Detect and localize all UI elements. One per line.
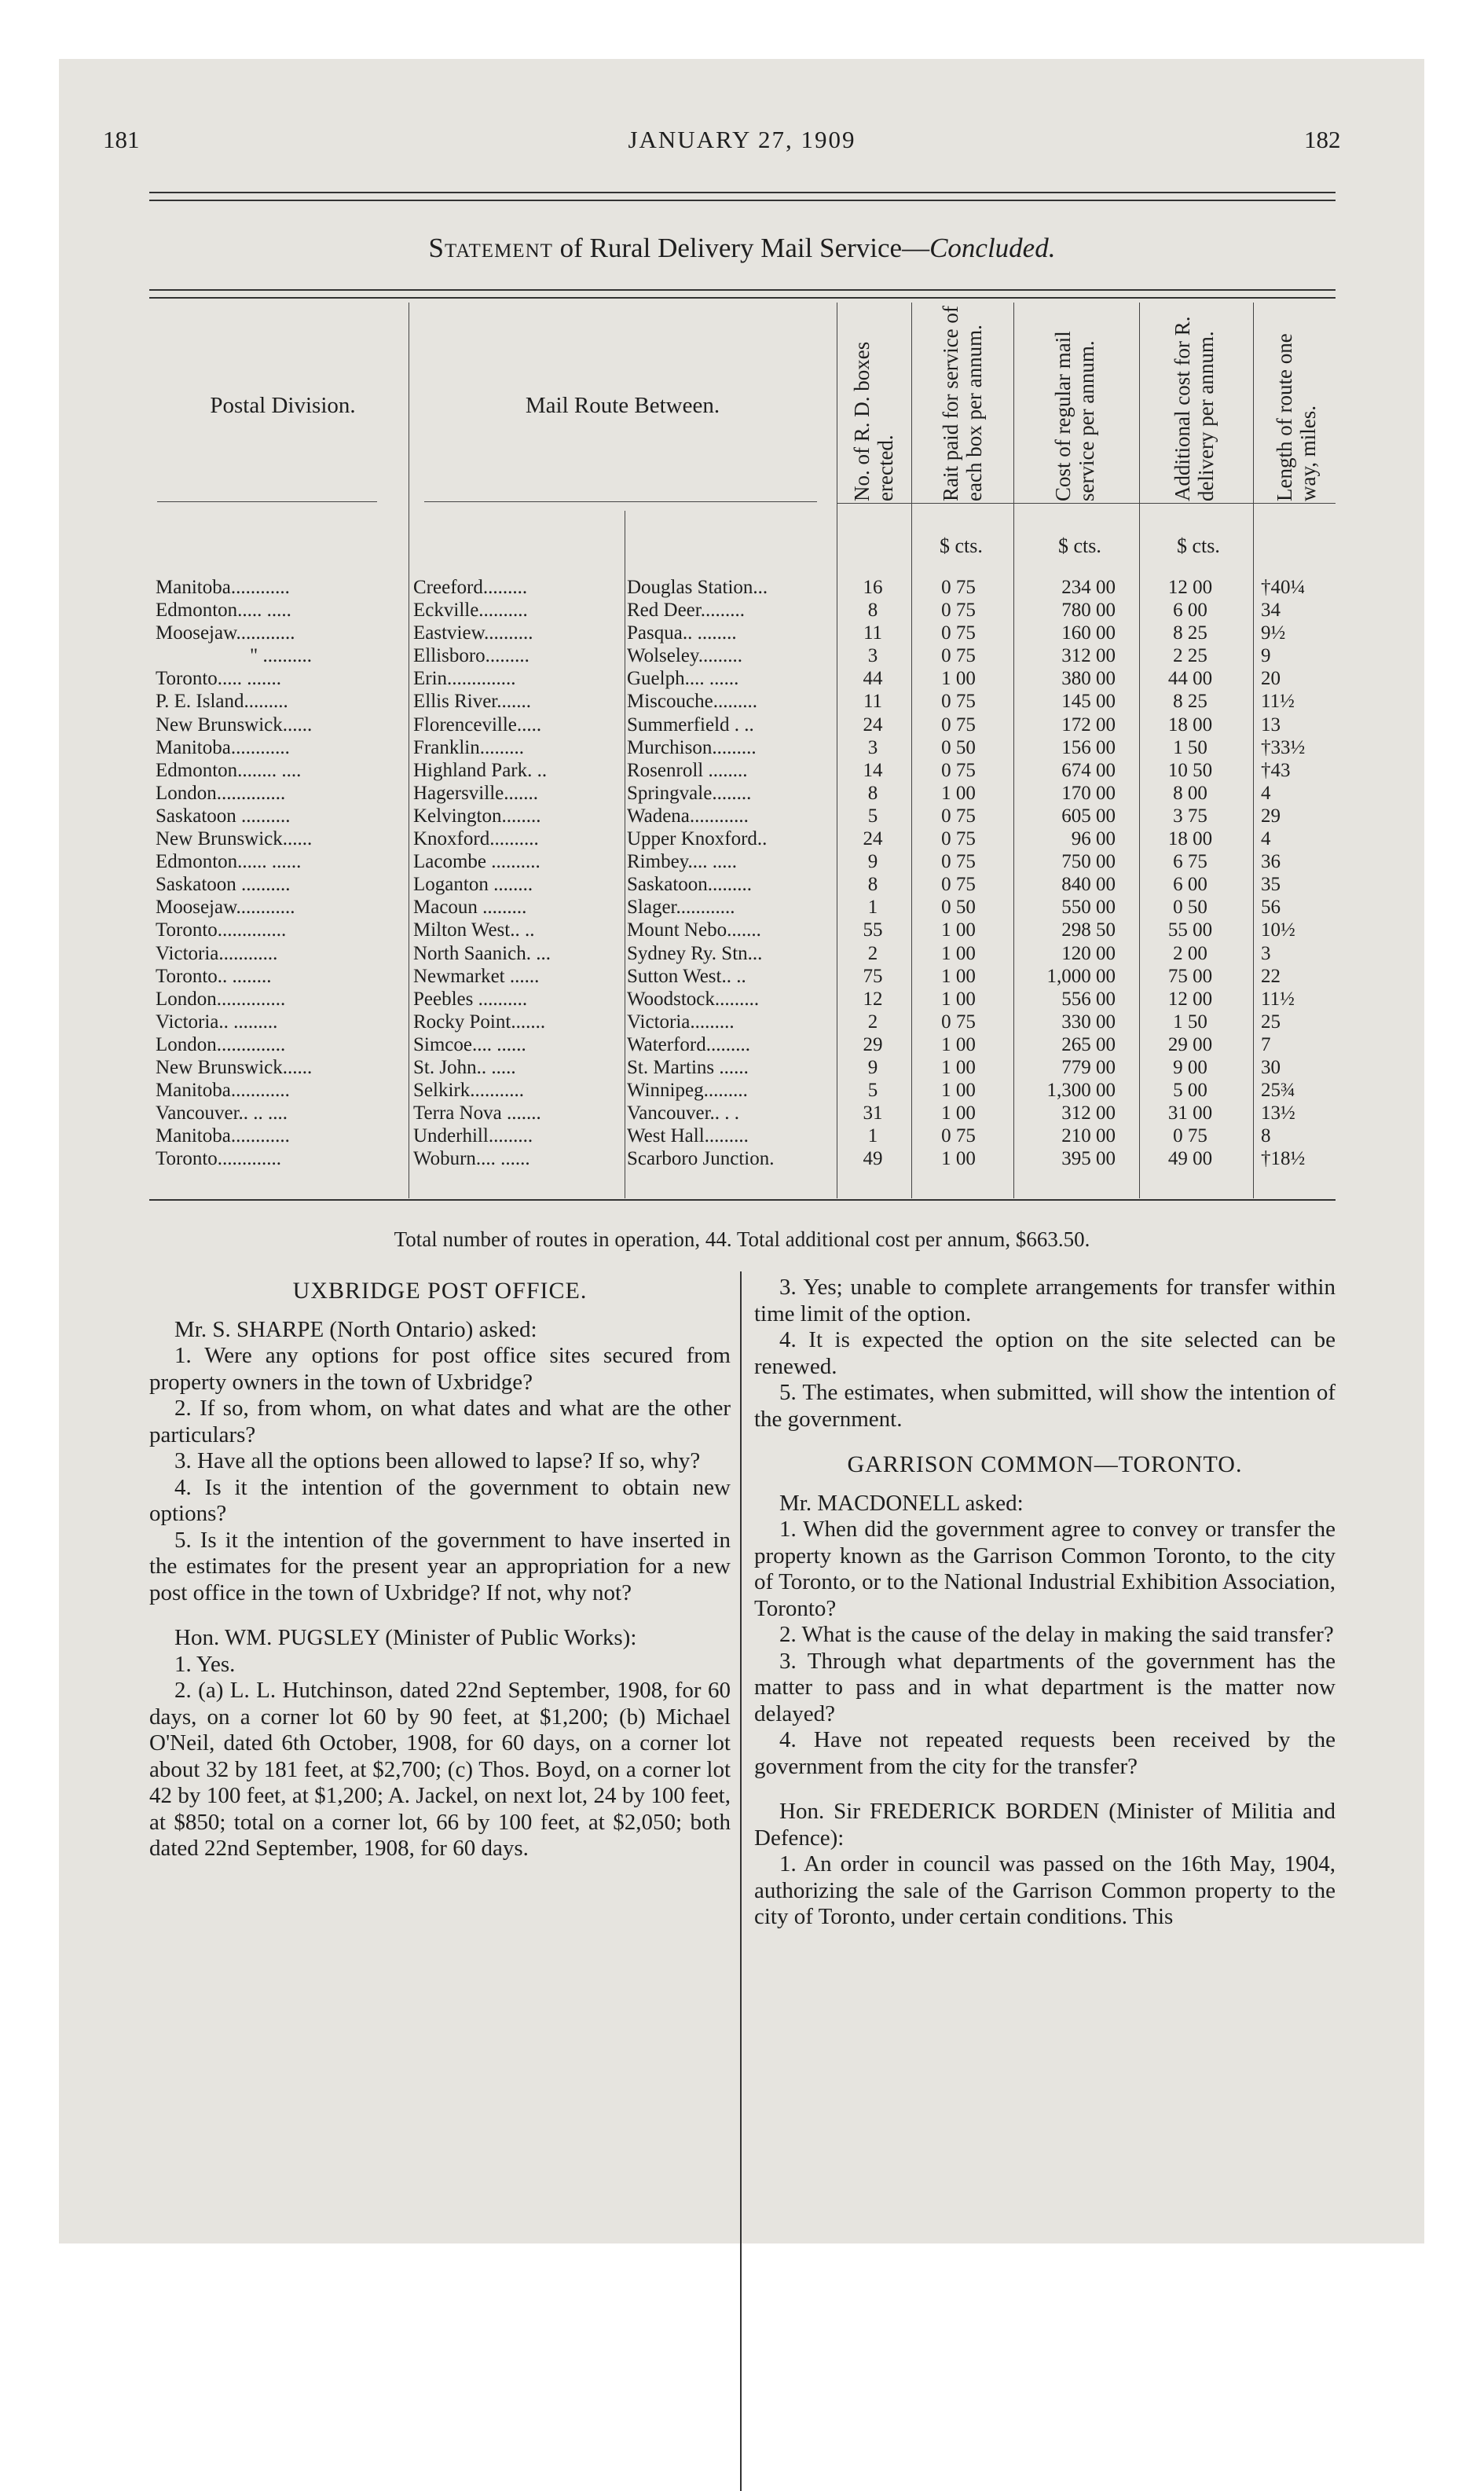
cell-boxes: 1	[867, 1125, 878, 1147]
table-row	[0, 622, 1484, 644]
header-additional-wrap	[1163, 297, 1226, 501]
cell-rate: 1 00	[941, 942, 976, 964]
cell-rate: 0 75	[941, 645, 976, 667]
cell-rate: 0 75	[941, 714, 976, 736]
cell-to: Guelph.... ......	[627, 668, 739, 690]
table-row	[0, 850, 1484, 873]
cell-additional: 12 00	[1167, 988, 1213, 1010]
cell-boxes: 9	[867, 1056, 878, 1078]
uxbridge-asker: Mr. S. SHARPE (North Ontario) asked:	[174, 1316, 537, 1342]
cell-division: London..............	[156, 782, 286, 804]
cell-length: 3	[1261, 942, 1271, 964]
cell-to: Sydney Ry. Stn...	[627, 942, 763, 964]
cell-from: Newmarket ......	[413, 965, 540, 987]
cell-to: St. Martins ......	[627, 1056, 749, 1078]
cell-length: 8	[1261, 1125, 1271, 1147]
cell-cost: 674 00	[1061, 759, 1116, 781]
cell-rate: 0 75	[941, 1011, 976, 1033]
spacer	[754, 1780, 1336, 1794]
cell-additional: 0 75	[1173, 1125, 1207, 1147]
left-column	[149, 1270, 731, 1862]
cell-rate: 1 00	[941, 1102, 976, 1124]
cell-from: Rocky Point.......	[413, 1011, 546, 1033]
table-row	[0, 988, 1484, 1011]
cell-boxes: 11	[863, 622, 883, 644]
cell-from: Underhill.........	[413, 1125, 533, 1147]
cell-boxes: 1	[867, 897, 878, 919]
header-length-wrap	[1265, 297, 1328, 501]
garrison-heading: GARRISON COMMON—TORONTO.	[847, 1451, 1243, 1477]
cell-cost: 120 00	[1061, 942, 1116, 964]
cell-division: Victoria.. .........	[156, 1011, 278, 1033]
page-number-right: 182	[1304, 126, 1341, 153]
cell-to: Waterford.........	[627, 1033, 750, 1055]
cell-boxes: 75	[863, 965, 883, 987]
header-cost: Cost of regular mail service per annum.	[1051, 331, 1098, 501]
cell-cost: 298 50	[1061, 919, 1116, 941]
cell-to: Upper Knoxford..	[627, 828, 768, 850]
cell-length: 9	[1261, 645, 1271, 667]
cell-from: Macoun .........	[413, 897, 527, 919]
cell-boxes: 8	[867, 600, 878, 622]
cell-length: 56	[1261, 897, 1281, 919]
cell-length: 20	[1261, 668, 1281, 690]
cell-division: Toronto..............	[156, 919, 287, 941]
cell-length: 11½	[1261, 691, 1295, 713]
cell-from: North Saanich. ...	[413, 942, 551, 964]
header-rule-division	[157, 501, 377, 502]
cell-boxes: 16	[863, 577, 883, 598]
cell-boxes: 2	[867, 942, 878, 964]
table-row	[0, 782, 1484, 805]
page-date: JANUARY 27, 1909	[628, 126, 856, 153]
cell-boxes: 2	[867, 1011, 878, 1033]
table-row	[0, 1079, 1484, 1102]
cell-division: London..............	[156, 988, 286, 1010]
cell-boxes: 8	[867, 782, 878, 804]
table-row	[0, 1147, 1484, 1170]
cell-boxes: 55	[863, 919, 883, 941]
table-row	[0, 736, 1484, 759]
cell-additional: 5 00	[1173, 1080, 1207, 1102]
cell-from: Loganton ........	[413, 874, 533, 896]
cell-division: New Brunswick......	[156, 714, 313, 736]
cell-additional: 75 00	[1167, 965, 1213, 987]
header-additional: Additional cost for R. delivery per annum.	[1171, 316, 1218, 501]
header-rule-route	[424, 501, 817, 502]
cell-to: Winnipeg.........	[627, 1080, 748, 1102]
cell-boxes: 9	[867, 851, 878, 873]
cell-length: 36	[1261, 851, 1281, 873]
cell-to: Pasqua.. ........	[627, 622, 737, 644]
garrison-question-1: 1. When did the government agree to convey or transfer the property known as the Garrison Common Toronto, to the city of Toronto, or to the National Industrial Exhibition Association, Toronto?	[754, 1517, 1336, 1621]
cell-length: 11½	[1261, 988, 1295, 1010]
cell-division: Vancouver.. .. ....	[156, 1102, 288, 1124]
cell-rate: 1 00	[941, 919, 976, 941]
uxbridge-heading: UXBRIDGE POST OFFICE.	[292, 1278, 588, 1304]
cell-cost: 1,300 00	[1046, 1080, 1116, 1102]
cell-additional: 44 00	[1167, 668, 1213, 690]
table-row	[0, 1033, 1484, 1056]
cell-boxes: 12	[863, 988, 883, 1010]
cell-division: Toronto.. ........	[156, 965, 272, 987]
cell-additional: 1 50	[1173, 736, 1207, 758]
cell-length: 25¾	[1261, 1080, 1295, 1102]
header-rate-wrap	[931, 297, 994, 501]
cell-division: Saskatoon ..........	[156, 805, 291, 827]
cell-length: 10½	[1261, 919, 1295, 941]
table-total-line: Total number of routes in operation, 44. Total additional cost per annum, $663.50.	[394, 1227, 1090, 1251]
cell-cost: 210 00	[1061, 1125, 1116, 1147]
cell-from: Simcoe.... ......	[413, 1033, 526, 1055]
cell-length: 13	[1261, 714, 1281, 736]
table-row	[0, 1102, 1484, 1124]
cell-additional: 10 50	[1167, 759, 1213, 781]
cell-boxes: 29	[863, 1033, 883, 1055]
cell-length: 4	[1261, 828, 1271, 850]
cell-rate: 0 75	[941, 600, 976, 622]
uxbridge-question-1: 1. Were any options for post office sites secured from property owners in the town of Uxbridge?	[149, 1343, 731, 1395]
cell-division: Edmonton........ ....	[156, 759, 302, 781]
garrison-question-4: 4. Have not repeated requests been received by the government from the city for the transfer?	[754, 1727, 1336, 1779]
cell-to: Saskatoon.........	[627, 874, 753, 896]
cell-division: Edmonton...... ......	[156, 851, 302, 873]
cell-division: Manitoba............	[156, 1125, 290, 1147]
cell-to: Sutton West.. ..	[627, 965, 746, 987]
cell-additional: 29 00	[1167, 1033, 1213, 1055]
cell-to: Scarboro Junction.	[627, 1148, 775, 1170]
cell-cost: 312 00	[1061, 645, 1116, 667]
title-suffix: Concluded.	[929, 233, 1056, 263]
cell-rate: 1 00	[941, 1033, 976, 1055]
cell-from: Ellis River.......	[413, 691, 531, 713]
cell-from: Erin..............	[413, 668, 516, 690]
cell-cost: 550 00	[1061, 897, 1116, 919]
uxbridge-answer-4: 4. It is expected the option on the site selected can be renewed.	[754, 1327, 1336, 1379]
spacer	[149, 1606, 731, 1620]
cell-boxes: 3	[867, 645, 878, 667]
table-row	[0, 942, 1484, 965]
cell-from: Woburn.... ......	[413, 1148, 530, 1170]
cell-additional: 18 00	[1167, 828, 1213, 850]
cell-division: London..............	[156, 1033, 286, 1055]
header-rule-numeric	[837, 503, 1336, 504]
table-row	[0, 896, 1484, 919]
cell-to: Victoria.........	[627, 1011, 735, 1033]
cell-boxes: 5	[867, 1080, 878, 1102]
cell-division: New Brunswick......	[156, 828, 313, 850]
cell-to: Springvale........	[627, 782, 752, 804]
cell-length: †43	[1261, 759, 1291, 781]
cell-to: Wadena............	[627, 805, 749, 827]
cell-cost: 750 00	[1061, 851, 1116, 873]
cell-division: Moosejaw............	[156, 622, 295, 644]
cell-cost: 1,000 00	[1046, 965, 1116, 987]
cell-to: Summerfield . ..	[627, 714, 754, 736]
cell-additional: 6 75	[1173, 851, 1207, 873]
cell-rate: 0 75	[941, 622, 976, 644]
cell-rate: 0 50	[941, 897, 976, 919]
cell-to: West Hall.........	[627, 1125, 749, 1147]
cell-cost: 395 00	[1061, 1148, 1116, 1170]
cell-additional: 12 00	[1167, 577, 1213, 598]
table-row	[0, 759, 1484, 782]
cell-to: Wolseley.........	[627, 645, 743, 667]
header-boxes-wrap	[842, 297, 905, 501]
uxbridge-answer-2: 2. (a) L. L. Hutchinson, dated 22nd September, 1908, for 60 days, on a corner lot 60 by 90 feet, at $1,200; (b) Michael O'Neil, dated 6th October, 1908, for 60 days, on a corner lot about 32 by 181 feet, at $2,700; (c) Thos. Boyd, on a corner lot 42 by 100 feet, at $1,200; A. Jackel, on next lot, 24 by 100 feet, at $850; total on a corner lot, 66 by 100 feet, at $2,050; both dated 22nd September, 1908, for 60 days.	[149, 1678, 731, 1861]
cell-length: 34	[1261, 600, 1281, 622]
cell-boxes: 31	[863, 1102, 883, 1124]
garrison-question-2: 2. What is the cause of the delay in making the said transfer?	[779, 1622, 1334, 1647]
right-column	[754, 1275, 1336, 1931]
header-mail-route: Mail Route Between.	[525, 393, 720, 418]
garrison-answer-1: 1. An order in council was passed on the 16th May, 1904, authorizing the sale of the Garrison Common property to the city of Toronto, under certain conditions. This	[754, 1851, 1336, 1929]
cell-rate: 1 00	[941, 1056, 976, 1078]
cell-from: Franklin.........	[413, 736, 524, 758]
cell-from: Peebles ..........	[413, 988, 528, 1010]
cell-cost: 145 00	[1061, 691, 1116, 713]
cell-boxes: 24	[863, 828, 883, 850]
header-rule-top	[149, 192, 1336, 193]
cell-from: Hagersville.......	[413, 782, 538, 804]
cell-division: Toronto.............	[156, 1148, 282, 1170]
cell-cost: 780 00	[1061, 600, 1116, 622]
cell-additional: 3 75	[1173, 805, 1207, 827]
table-row	[0, 714, 1484, 736]
cell-additional: 6 00	[1173, 874, 1207, 896]
cell-division: Saskatoon ..........	[156, 874, 291, 896]
cell-to: Rosenroll ........	[627, 759, 748, 781]
cell-to: Red Deer.........	[627, 600, 745, 622]
table-row	[0, 576, 1484, 599]
cell-additional: 2 00	[1173, 942, 1207, 964]
cell-additional: 9 00	[1173, 1056, 1207, 1078]
cell-additional: 1 50	[1173, 1011, 1207, 1033]
cell-additional: 2 25	[1173, 645, 1207, 667]
cell-cost: 234 00	[1061, 577, 1116, 598]
cell-cost: 556 00	[1061, 988, 1116, 1010]
cell-from: Terra Nova .......	[413, 1102, 541, 1124]
table-row	[0, 1011, 1484, 1033]
table-row	[0, 805, 1484, 827]
cell-additional: 49 00	[1167, 1148, 1213, 1170]
cell-additional: 31 00	[1167, 1102, 1213, 1124]
cell-length: †18½	[1261, 1148, 1306, 1170]
column-separator	[740, 1271, 742, 2491]
header-length: Length of route one way, miles.	[1273, 333, 1320, 501]
table-rule-top2	[149, 297, 1336, 299]
cell-cost: 312 00	[1061, 1102, 1116, 1124]
cell-division: Manitoba............	[156, 1080, 290, 1102]
cell-rate: 1 00	[941, 782, 976, 804]
cell-division: New Brunswick......	[156, 1056, 313, 1078]
cell-from: Creeford.........	[413, 577, 528, 598]
cell-rate: 1 00	[941, 1148, 976, 1170]
cell-division: Edmonton..... .....	[156, 600, 291, 622]
table-row	[0, 690, 1484, 713]
cell-boxes: 3	[867, 736, 878, 758]
header-rate: Rait paid for service of each box per annum.	[939, 306, 986, 501]
cell-length: †40¼	[1261, 577, 1306, 598]
cell-to: Vancouver.. . .	[627, 1102, 740, 1124]
cell-from: Lacombe ..........	[413, 851, 540, 873]
cell-from: Knoxford..........	[413, 828, 539, 850]
cell-from: Milton West.. ..	[413, 919, 535, 941]
cell-length: 30	[1261, 1056, 1281, 1078]
cell-division: " ..........	[250, 645, 312, 667]
table-rule-top	[149, 289, 1336, 291]
cell-boxes: 49	[863, 1148, 883, 1170]
cell-from: Eckville..........	[413, 600, 528, 622]
table-row	[0, 644, 1484, 667]
cell-additional: 6 00	[1173, 600, 1207, 622]
table-row	[0, 873, 1484, 896]
cell-boxes: 5	[867, 805, 878, 827]
cell-additional: 8 25	[1173, 691, 1207, 713]
cell-rate: 0 75	[941, 851, 976, 873]
uxbridge-question-5: 5. Is it the intention of the government to have inserted in the estimates for the present year an appropriation for a new post office in the town of Uxbridge? If not, why not?	[149, 1527, 731, 1605]
garrison-asker: Mr. MACDONELL asked:	[779, 1490, 1024, 1516]
cell-boxes: 14	[863, 759, 883, 781]
cell-to: Rimbey.... .....	[627, 851, 738, 873]
cell-rate: 0 75	[941, 874, 976, 896]
cell-cost: 170 00	[1061, 782, 1116, 804]
cell-to: Slager............	[627, 897, 735, 919]
cell-boxes: 24	[863, 714, 883, 736]
cell-cost: 330 00	[1061, 1011, 1116, 1033]
cell-division: P. E. Island.........	[156, 691, 288, 713]
cell-to: Miscouche.........	[627, 691, 757, 713]
cell-boxes: 44	[863, 668, 883, 690]
cell-length: 4	[1261, 782, 1271, 804]
table-rule-bottom	[149, 1199, 1336, 1201]
garrison-responder: Hon. Sir FREDERICK BORDEN (Minister of Militia and Defence):	[754, 1799, 1336, 1851]
cell-cost: 156 00	[1061, 736, 1116, 758]
cell-division: Victoria............	[156, 942, 278, 964]
cell-rate: 0 75	[941, 805, 976, 827]
header-rule-bottom	[149, 200, 1336, 201]
uxbridge-answer-5: 5. The estimates, when submitted, will show the intention of the government.	[754, 1380, 1336, 1432]
header-boxes: No. of R. D. boxes erected.	[850, 341, 897, 501]
uxbridge-question-4: 4. Is it the intention of the government to obtain new options?	[149, 1474, 731, 1526]
title-prefix: Statement	[428, 233, 553, 263]
cell-rate: 0 75	[941, 691, 976, 713]
cell-rate: 0 75	[941, 1125, 976, 1147]
cell-rate: 1 00	[941, 668, 976, 690]
table-row	[0, 667, 1484, 690]
cell-division: Moosejaw............	[156, 897, 295, 919]
cell-from: Eastview..........	[413, 622, 533, 644]
cell-to: Douglas Station...	[627, 577, 768, 598]
cell-cost: 160 00	[1061, 622, 1116, 644]
cell-from: Highland Park. ..	[413, 759, 548, 781]
cell-length: †33½	[1261, 736, 1306, 758]
table-row	[0, 827, 1484, 850]
garrison-question-3: 3. Through what departments of the government has the matter to pass and in what department is the matter now delayed?	[754, 1648, 1336, 1726]
table-row	[0, 1056, 1484, 1079]
cell-cost: 265 00	[1061, 1033, 1116, 1055]
cell-to: Woodstock.........	[627, 988, 760, 1010]
cell-length: 22	[1261, 965, 1281, 987]
cell-boxes: 8	[867, 874, 878, 896]
cell-length: 29	[1261, 805, 1281, 827]
cell-rate: 1 00	[941, 988, 976, 1010]
title-main: of Rural Delivery Mail Service—	[552, 233, 930, 263]
cell-length: 25	[1261, 1011, 1281, 1033]
cell-length: 35	[1261, 874, 1281, 896]
currency-label-rate: $ cts.	[940, 534, 983, 557]
cell-from: Ellisboro.........	[413, 645, 529, 667]
cell-to: Murchison.........	[627, 736, 757, 758]
uxbridge-question-2: 2. If so, from whom, on what dates and what are the other particulars?	[149, 1396, 731, 1447]
cell-rate: 0 50	[941, 736, 976, 758]
uxbridge-question-3: 3. Have all the options been allowed to lapse? If so, why?	[174, 1448, 701, 1473]
cell-rate: 0 75	[941, 759, 976, 781]
cell-division: Manitoba............	[156, 577, 290, 598]
currency-label-cost: $ cts.	[1058, 534, 1101, 557]
table-row	[0, 599, 1484, 622]
cell-additional: 0 50	[1173, 897, 1207, 919]
cell-division: Toronto..... .......	[156, 668, 282, 690]
cell-additional: 8 25	[1173, 622, 1207, 644]
cell-from: Selkirk...........	[413, 1080, 524, 1102]
cell-cost: 96 00	[1071, 828, 1116, 850]
cell-additional: 55 00	[1167, 919, 1213, 941]
currency-label-additional: $ cts.	[1177, 534, 1220, 557]
table-body	[0, 576, 1484, 1170]
cell-to: Mount Nebo.......	[627, 919, 761, 941]
header-postal-division: Postal Division.	[210, 393, 356, 418]
cell-length: 13½	[1261, 1102, 1295, 1124]
cell-cost: 605 00	[1061, 805, 1116, 827]
table-row	[0, 1124, 1484, 1147]
cell-from: Florenceville.....	[413, 714, 542, 736]
cell-rate: 0 75	[941, 577, 976, 598]
table-row	[0, 965, 1484, 988]
uxbridge-answer-1: 1. Yes.	[174, 1651, 236, 1677]
cell-length: 7	[1261, 1033, 1271, 1055]
cell-rate: 0 75	[941, 828, 976, 850]
uxbridge-responder: Hon. WM. PUGSLEY (Minister of Public Works):	[174, 1625, 637, 1650]
cell-division: Manitoba............	[156, 736, 290, 758]
header-cost-wrap	[1043, 297, 1106, 501]
cell-cost: 172 00	[1061, 714, 1116, 736]
page-number-left: 181	[103, 126, 140, 153]
table-row	[0, 919, 1484, 941]
cell-rate: 1 00	[941, 1080, 976, 1102]
cell-rate: 1 00	[941, 965, 976, 987]
cell-from: St. John.. .....	[413, 1056, 516, 1078]
cell-cost: 840 00	[1061, 874, 1116, 896]
cell-from: Kelvington........	[413, 805, 541, 827]
cell-boxes: 11	[863, 691, 883, 713]
statement-title	[0, 233, 1484, 264]
cell-length: 9½	[1261, 622, 1286, 644]
cell-cost: 380 00	[1061, 668, 1116, 690]
cell-additional: 8 00	[1173, 782, 1207, 804]
cell-cost: 779 00	[1061, 1056, 1116, 1078]
cell-additional: 18 00	[1167, 714, 1213, 736]
uxbridge-answer-3: 3. Yes; unable to complete arrangements for transfer within time limit of the option.	[754, 1275, 1336, 1326]
